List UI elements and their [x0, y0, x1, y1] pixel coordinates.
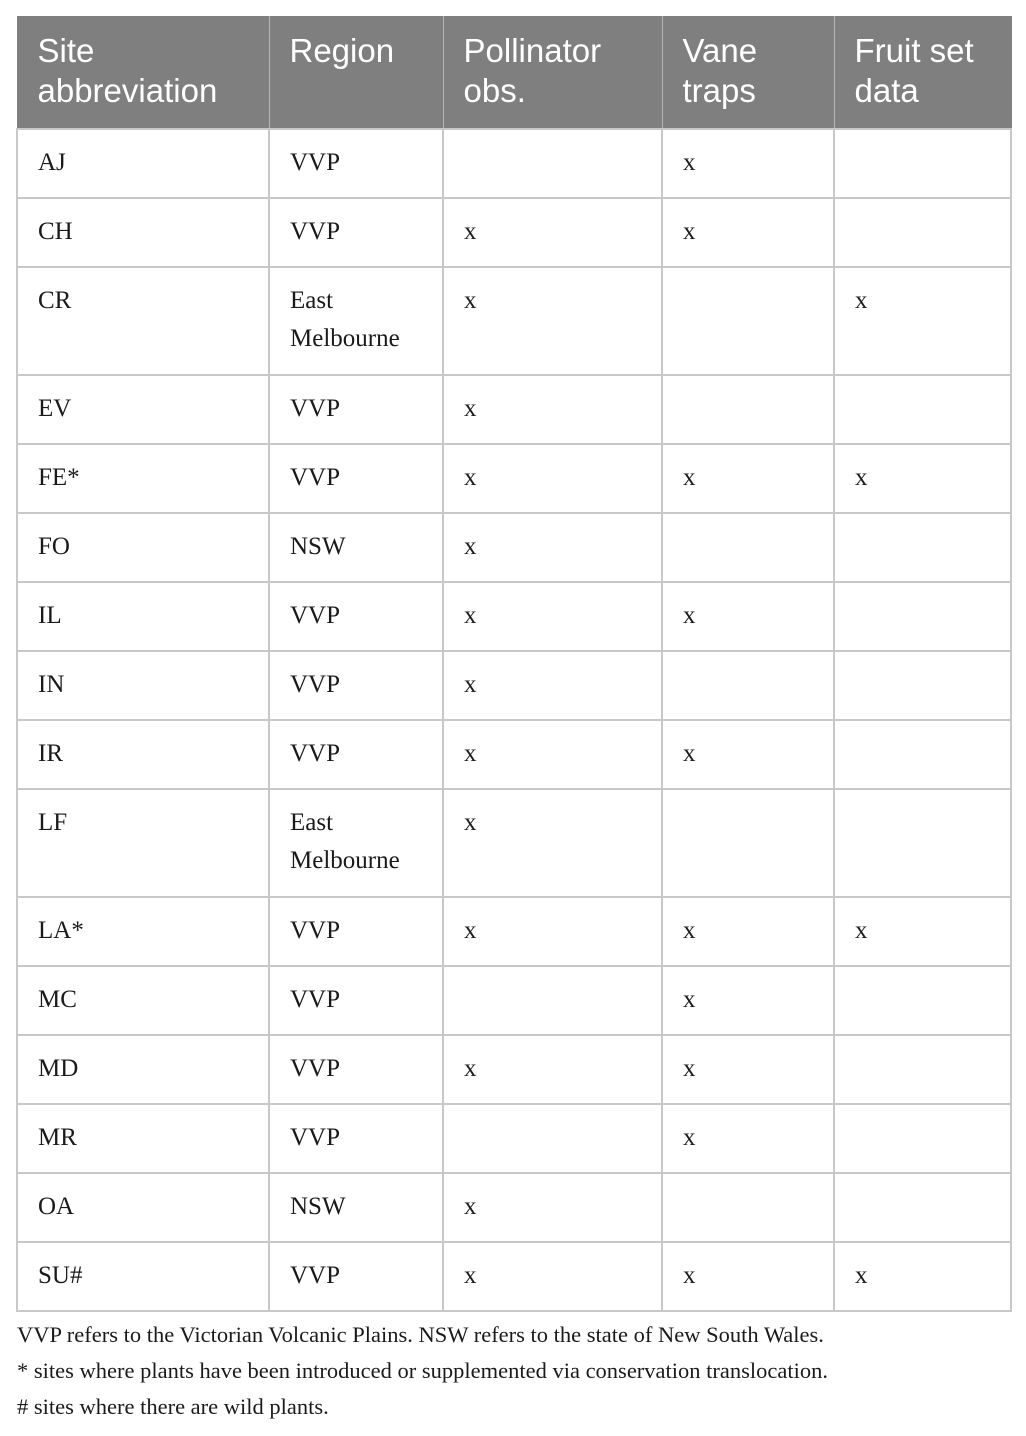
cell-fruit-set [834, 1173, 1011, 1242]
cell-site: MD [17, 1035, 269, 1104]
cell-fruit-set: x [834, 444, 1011, 513]
cell-site: CH [17, 198, 269, 267]
cell-region: VVP [269, 1104, 443, 1173]
cell-fruit-set [834, 582, 1011, 651]
cell-vane-traps [662, 267, 834, 375]
cell-region: VVP [269, 966, 443, 1035]
cell-vane-traps: x [662, 1104, 834, 1173]
cell-site: IN [17, 651, 269, 720]
header-vane-traps: Vane traps [662, 16, 834, 129]
cell-pollinator-obs: x [443, 375, 662, 444]
cell-pollinator-obs [443, 966, 662, 1035]
cell-pollinator-obs [443, 1104, 662, 1173]
header-pollinator-obs: Pollinator obs. [443, 16, 662, 129]
footnote-abbreviations: VVP refers to the Victorian Volcanic Plains. NSW refers to the state of New South Wales. [17, 1322, 824, 1347]
cell-fruit-set [834, 966, 1011, 1035]
cell-site: LF [17, 789, 269, 897]
footnote-translocation: * sites where plants have been introduced or supplemented via conservation translocation. [17, 1358, 828, 1383]
table-footnotes [17, 1317, 1011, 1425]
cell-region: VVP [269, 651, 443, 720]
footnote-wild-plants: # sites where there are wild plants. [17, 1394, 329, 1419]
table-body [17, 129, 1011, 1311]
table-row [17, 651, 1011, 720]
cell-pollinator-obs: x [443, 897, 662, 966]
cell-site: OA [17, 1173, 269, 1242]
cell-region: VVP [269, 198, 443, 267]
cell-region: East Melbourne [269, 267, 443, 375]
cell-vane-traps: x [662, 129, 834, 198]
cell-site: SU# [17, 1242, 269, 1311]
sites-table [16, 16, 1012, 1312]
table-row [17, 582, 1011, 651]
cell-site: CR [17, 267, 269, 375]
cell-fruit-set [834, 1035, 1011, 1104]
cell-fruit-set [834, 651, 1011, 720]
cell-fruit-set [834, 720, 1011, 789]
table-row [17, 198, 1011, 267]
cell-vane-traps [662, 375, 834, 444]
cell-fruit-set: x [834, 1242, 1011, 1311]
table-row [17, 1035, 1011, 1104]
cell-site: IL [17, 582, 269, 651]
cell-pollinator-obs: x [443, 444, 662, 513]
cell-region: VVP [269, 444, 443, 513]
cell-pollinator-obs: x [443, 267, 662, 375]
header-site-abbreviation: Site abbreviation [17, 16, 269, 129]
cell-vane-traps: x [662, 582, 834, 651]
cell-vane-traps: x [662, 966, 834, 1035]
table-row [17, 789, 1011, 897]
cell-vane-traps: x [662, 444, 834, 513]
cell-vane-traps [662, 789, 834, 897]
cell-fruit-set: x [834, 897, 1011, 966]
header-fruit-set-data: Fruit set data [834, 16, 1011, 129]
cell-pollinator-obs: x [443, 1242, 662, 1311]
cell-fruit-set [834, 1104, 1011, 1173]
cell-region: VVP [269, 1242, 443, 1311]
cell-pollinator-obs: x [443, 720, 662, 789]
table-row [17, 897, 1011, 966]
cell-fruit-set [834, 513, 1011, 582]
cell-pollinator-obs: x [443, 1035, 662, 1104]
cell-vane-traps: x [662, 198, 834, 267]
cell-fruit-set [834, 375, 1011, 444]
table-row [17, 129, 1011, 198]
cell-fruit-set [834, 129, 1011, 198]
table-row [17, 966, 1011, 1035]
cell-vane-traps [662, 651, 834, 720]
cell-pollinator-obs: x [443, 582, 662, 651]
table-row [17, 513, 1011, 582]
header-region: Region [269, 16, 443, 129]
cell-region: VVP [269, 129, 443, 198]
cell-pollinator-obs: x [443, 789, 662, 897]
table-row [17, 444, 1011, 513]
cell-site: FO [17, 513, 269, 582]
cell-pollinator-obs: x [443, 1173, 662, 1242]
cell-vane-traps: x [662, 1242, 834, 1311]
cell-site: EV [17, 375, 269, 444]
cell-site: IR [17, 720, 269, 789]
cell-region: NSW [269, 1173, 443, 1242]
table-header [17, 16, 1011, 129]
table-row [17, 1242, 1011, 1311]
cell-region: VVP [269, 375, 443, 444]
cell-site: MR [17, 1104, 269, 1173]
table-row [17, 1173, 1011, 1242]
cell-region: VVP [269, 582, 443, 651]
cell-fruit-set: x [834, 267, 1011, 375]
cell-site: LA* [17, 897, 269, 966]
cell-vane-traps [662, 1173, 834, 1242]
cell-region: VVP [269, 1035, 443, 1104]
cell-site: FE* [17, 444, 269, 513]
cell-region: VVP [269, 720, 443, 789]
cell-vane-traps: x [662, 720, 834, 789]
cell-pollinator-obs: x [443, 198, 662, 267]
table-row [17, 267, 1011, 375]
cell-region: NSW [269, 513, 443, 582]
cell-region: East Melbourne [269, 789, 443, 897]
cell-fruit-set [834, 789, 1011, 897]
cell-pollinator-obs [443, 129, 662, 198]
cell-fruit-set [834, 198, 1011, 267]
table-row [17, 1104, 1011, 1173]
cell-pollinator-obs: x [443, 513, 662, 582]
table-row [17, 375, 1011, 444]
cell-vane-traps: x [662, 1035, 834, 1104]
table-row [17, 720, 1011, 789]
cell-vane-traps [662, 513, 834, 582]
cell-site: MC [17, 966, 269, 1035]
cell-site: AJ [17, 129, 269, 198]
cell-pollinator-obs: x [443, 651, 662, 720]
cell-vane-traps: x [662, 897, 834, 966]
cell-region: VVP [269, 897, 443, 966]
